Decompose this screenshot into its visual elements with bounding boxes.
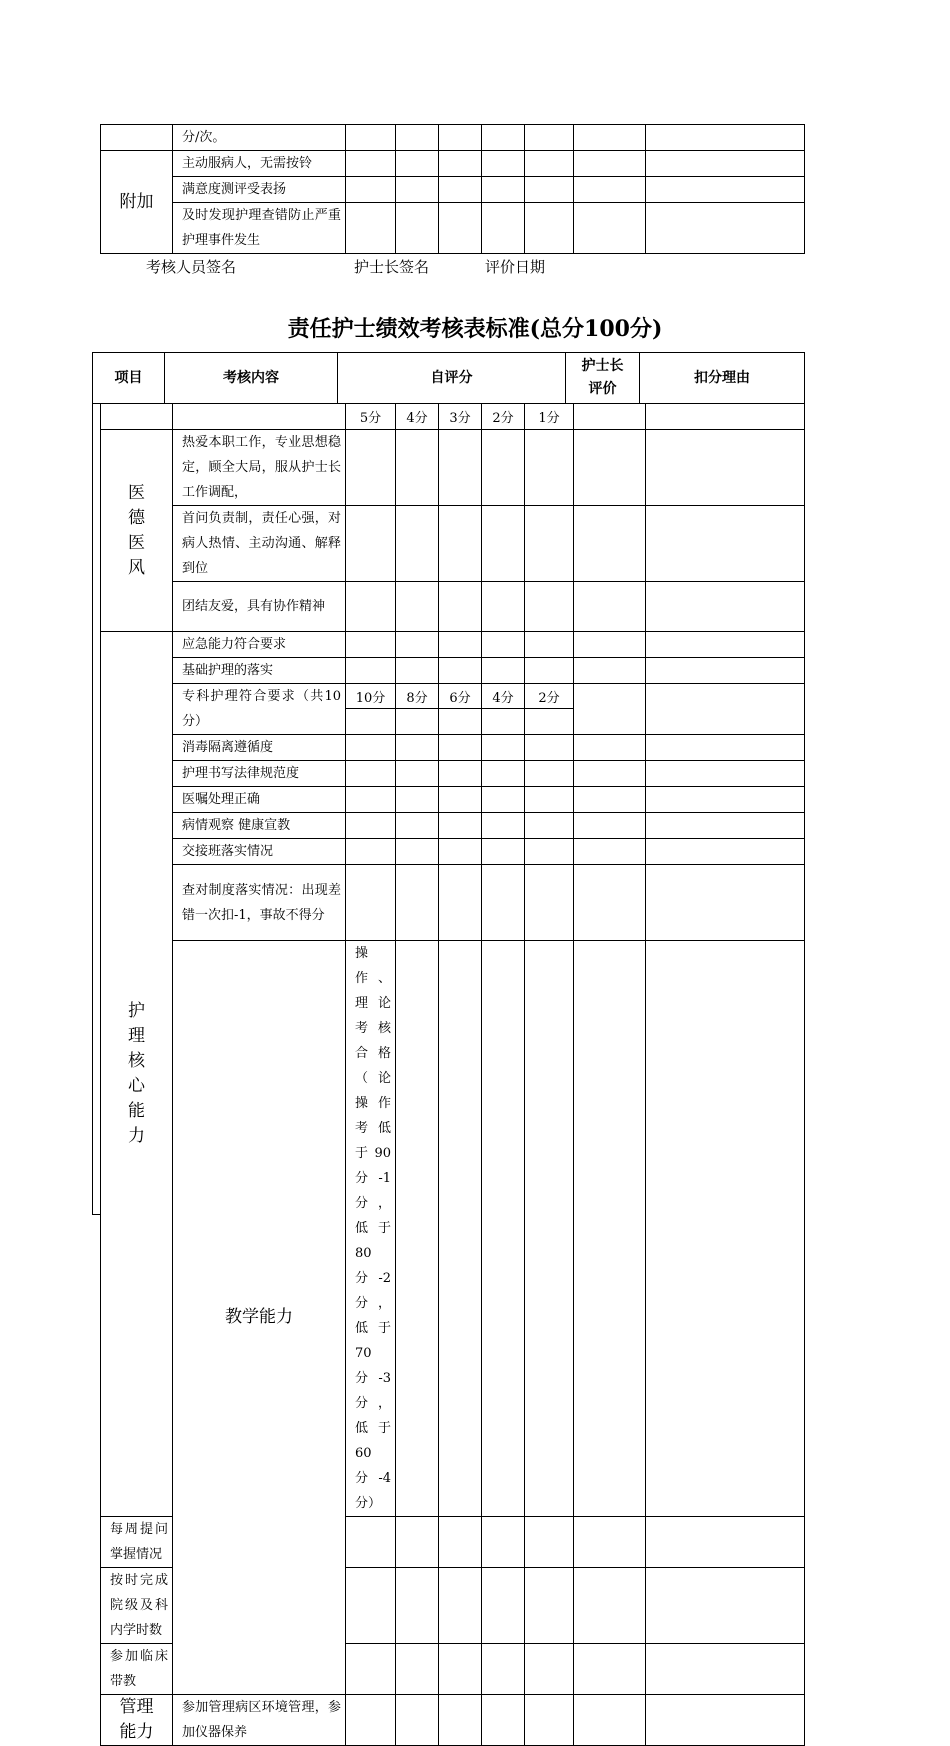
content-cell: 病情观察 健康宣教 bbox=[173, 813, 346, 839]
content-cell: 操作、理论考核合格（论操作考低于90分-1分，低于80分-2分，低于70分-3分，低于60分-4分） bbox=[346, 941, 396, 1517]
table-row bbox=[101, 582, 805, 632]
content-cell: 每周提问掌握情况 bbox=[101, 1517, 173, 1568]
table-row bbox=[101, 177, 805, 203]
table-row bbox=[101, 684, 805, 709]
header-head-nurse-eval: 护士长评价 bbox=[566, 353, 640, 404]
table-row bbox=[101, 203, 805, 254]
content-cell: 应急能力符合要求 bbox=[173, 632, 346, 658]
section-label-ethics: 医德医风 bbox=[101, 430, 173, 632]
table-row bbox=[101, 735, 805, 761]
content-cell: 护理书写法律规范度 bbox=[173, 761, 346, 787]
score-level: 5分 bbox=[346, 404, 396, 430]
header-content: 考核内容 bbox=[165, 353, 338, 404]
section-label: 附加 bbox=[101, 151, 173, 254]
content-cell: 参加临床带教 bbox=[101, 1644, 173, 1695]
score-level: 4分 bbox=[396, 404, 439, 430]
table-row bbox=[101, 865, 805, 941]
score-level: 10分 bbox=[346, 684, 396, 709]
table-row bbox=[101, 1695, 805, 1746]
header-self-score: 自评分 bbox=[338, 353, 566, 404]
content-cell: 及时发现护理查错防止严重护理事件发生 bbox=[173, 203, 346, 254]
section-label-management: 管理能力 bbox=[101, 1695, 173, 1746]
head-nurse-signature-label: 护士长签名 bbox=[354, 258, 430, 276]
content-cell: 医嘱处理正确 bbox=[173, 787, 346, 813]
table-row bbox=[101, 632, 805, 658]
table-row bbox=[101, 787, 805, 813]
table-row bbox=[101, 125, 805, 151]
score-level: 2分 bbox=[525, 684, 574, 709]
table-row bbox=[101, 941, 805, 1517]
content-cell: 分/次。 bbox=[173, 125, 346, 151]
header-deduction-reason: 扣分理由 bbox=[640, 353, 805, 404]
assessor-signature-label: 考核人员签名 bbox=[146, 258, 237, 276]
content-cell: 热爱本职工作，专业思想稳定，顾全大局，服从护士长工作调配， bbox=[173, 430, 346, 506]
content-cell: 专科护理符合要求（共10分） bbox=[173, 684, 346, 735]
table-row bbox=[101, 658, 805, 684]
content-cell: 按时完成院级及科内学时数 bbox=[101, 1568, 173, 1644]
content-cell: 满意度测评受表扬 bbox=[173, 177, 346, 203]
table-row bbox=[101, 839, 805, 865]
score-level: 4分 bbox=[482, 684, 525, 709]
table-row bbox=[101, 430, 805, 506]
header-table bbox=[92, 352, 805, 404]
content-cell: 主动服病人，无需按铃 bbox=[173, 151, 346, 177]
section-label-teaching: 教学能力 bbox=[173, 941, 346, 1695]
content-cell: 首问负责制，责任心强，对病人热情、主动沟通、解释到位 bbox=[173, 506, 346, 582]
table-row bbox=[101, 761, 805, 787]
header-row bbox=[93, 353, 805, 404]
content-cell: 查对制度落实情况：出现差错一次扣-1，事故不得分 bbox=[173, 865, 346, 941]
table-row bbox=[101, 151, 805, 177]
header-item: 项目 bbox=[93, 353, 165, 404]
evaluation-date-label: 评价日期 bbox=[485, 258, 546, 276]
score-level: 6分 bbox=[439, 684, 482, 709]
content-cell: 消毒隔离遵循度 bbox=[173, 735, 346, 761]
continuation-table bbox=[100, 124, 805, 254]
section-label-core: 护理核心能力 bbox=[101, 632, 173, 1517]
table-row bbox=[101, 813, 805, 839]
table-row bbox=[101, 506, 805, 582]
score-level: 3分 bbox=[439, 404, 482, 430]
score-level: 1分 bbox=[525, 404, 574, 430]
content-cell: 参加管理病区环境管理，参加仪器保养 bbox=[173, 1695, 346, 1746]
page-title: 责任护士绩效考核表标准(总分100分) bbox=[287, 316, 663, 342]
score-level-row bbox=[101, 404, 805, 430]
assessment-table bbox=[100, 403, 805, 1746]
bottom-margin-line bbox=[92, 1214, 100, 1215]
score-level: 8分 bbox=[396, 684, 439, 709]
content-cell: 团结友爱，具有协作精神 bbox=[173, 582, 346, 632]
content-cell: 交接班落实情况 bbox=[173, 839, 346, 865]
score-level: 2分 bbox=[482, 404, 525, 430]
content-cell: 基础护理的落实 bbox=[173, 658, 346, 684]
